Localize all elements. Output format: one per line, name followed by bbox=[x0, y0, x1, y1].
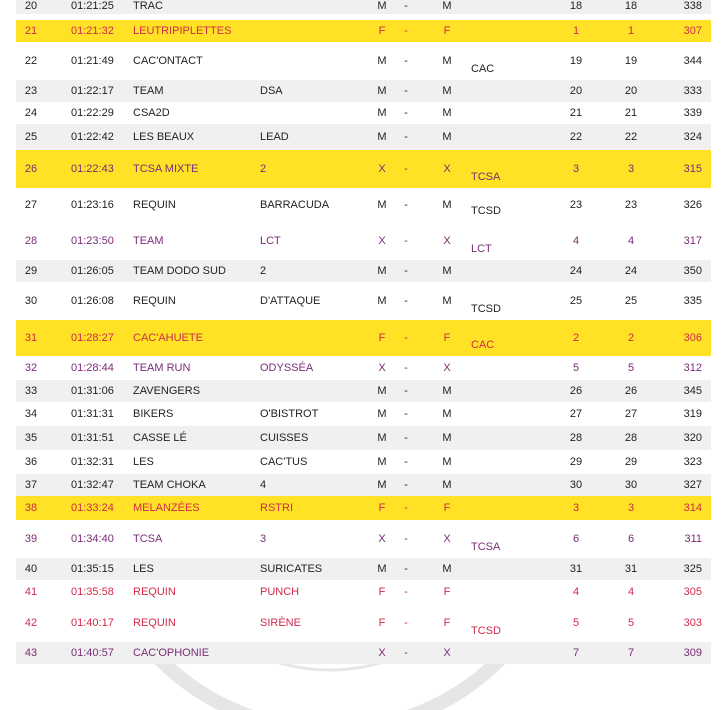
separator-cell: - bbox=[404, 432, 408, 444]
bib-number-cell: 314 bbox=[683, 502, 702, 514]
team-name-cell: ZAVENGERS bbox=[133, 385, 201, 397]
bib-number-cell: 325 bbox=[683, 563, 702, 575]
category-rank-2-cell: 23 bbox=[624, 199, 638, 211]
table-row bbox=[16, 282, 711, 320]
table-row bbox=[16, 380, 711, 402]
bib-number-cell: 326 bbox=[683, 199, 702, 211]
bib-number-cell: 344 bbox=[683, 55, 702, 67]
rank-cell: 36 bbox=[24, 456, 38, 468]
time-cell: 01:40:57 bbox=[71, 647, 114, 659]
bib-number-cell: 303 bbox=[683, 617, 702, 629]
separator-cell: - bbox=[404, 163, 408, 175]
time-cell: 01:22:29 bbox=[71, 107, 114, 119]
rank-cell: 22 bbox=[24, 55, 38, 67]
time-cell: 01:32:47 bbox=[71, 479, 114, 491]
separator-cell: - bbox=[404, 107, 408, 119]
category-rank-2-cell: 24 bbox=[624, 265, 638, 277]
runner1-sex-cell: F bbox=[378, 25, 386, 37]
table-row bbox=[16, 558, 711, 580]
bib-number-cell: 312 bbox=[683, 362, 702, 374]
runner1-sex-cell: M bbox=[377, 85, 387, 97]
runner1-sex-cell: M bbox=[377, 131, 387, 143]
runner2-sex-cell: X bbox=[443, 362, 451, 374]
runner2-sex-cell: M bbox=[442, 55, 452, 67]
category-rank-2-cell: 28 bbox=[624, 432, 638, 444]
team-name-suffix-cell: BARRACUDA bbox=[260, 199, 330, 211]
time-cell: 01:22:17 bbox=[71, 85, 114, 97]
table-row bbox=[16, 496, 711, 520]
team-name-suffix-cell: D'ATTAQUE bbox=[260, 295, 321, 307]
category-rank-cell: 6 bbox=[572, 533, 580, 545]
category-rank-2-cell: 25 bbox=[624, 295, 638, 307]
category-rank-2-cell: 20 bbox=[624, 85, 638, 97]
table-row bbox=[16, 150, 711, 188]
bib-number-cell: 323 bbox=[683, 456, 702, 468]
runner2-sex-cell: M bbox=[442, 408, 452, 420]
club-cell: TCSA bbox=[471, 541, 501, 553]
runner1-sex-cell: F bbox=[378, 332, 386, 344]
table-row bbox=[16, 356, 711, 380]
runner1-sex-cell: X bbox=[378, 533, 386, 545]
table-row bbox=[16, 0, 711, 14]
team-name-cell: CAC'AHUETE bbox=[133, 332, 203, 344]
team-name-cell: MELANZÉES bbox=[133, 502, 200, 514]
bib-number-cell: 307 bbox=[683, 25, 702, 37]
separator-cell: - bbox=[404, 586, 408, 598]
runner2-sex-cell: M bbox=[442, 131, 452, 143]
rank-cell: 30 bbox=[24, 295, 38, 307]
runner2-sex-cell: F bbox=[443, 502, 451, 514]
category-rank-cell: 22 bbox=[569, 131, 583, 143]
category-rank-cell: 31 bbox=[569, 563, 583, 575]
runner2-sex-cell: M bbox=[442, 295, 452, 307]
runner1-sex-cell: M bbox=[377, 385, 387, 397]
category-rank-2-cell: 21 bbox=[624, 107, 638, 119]
time-cell: 01:33:24 bbox=[71, 502, 114, 514]
runner1-sex-cell: M bbox=[377, 295, 387, 307]
time-cell: 01:40:17 bbox=[71, 617, 114, 629]
table-row bbox=[16, 474, 711, 496]
time-cell: 01:28:44 bbox=[71, 362, 114, 374]
category-rank-2-cell: 3 bbox=[627, 163, 635, 175]
runner1-sex-cell: X bbox=[378, 647, 386, 659]
rank-cell: 28 bbox=[24, 235, 38, 247]
separator-cell: - bbox=[404, 265, 408, 277]
rank-cell: 38 bbox=[24, 502, 38, 514]
bib-number-cell: 317 bbox=[683, 235, 702, 247]
runner2-sex-cell: F bbox=[443, 25, 451, 37]
team-name-cell: TEAM CHOKA bbox=[133, 479, 206, 491]
runner2-sex-cell: M bbox=[442, 199, 452, 211]
team-name-suffix-cell: PUNCH bbox=[260, 586, 300, 598]
time-cell: 01:34:40 bbox=[71, 533, 114, 545]
runner1-sex-cell: M bbox=[377, 265, 387, 277]
team-name-cell: CAC'OPHONIE bbox=[133, 647, 210, 659]
team-name-cell: TCSA bbox=[133, 533, 163, 545]
team-name-cell: REQUIN bbox=[133, 199, 176, 211]
category-rank-2-cell: 22 bbox=[624, 131, 638, 143]
runner2-sex-cell: M bbox=[442, 107, 452, 119]
time-cell: 01:23:50 bbox=[71, 235, 114, 247]
table-row bbox=[16, 426, 711, 450]
runner1-sex-cell: X bbox=[378, 163, 386, 175]
club-cell: TCSD bbox=[471, 303, 501, 315]
bib-number-cell: 306 bbox=[683, 332, 702, 344]
category-rank-2-cell: 29 bbox=[624, 456, 638, 468]
runner2-sex-cell: F bbox=[443, 332, 451, 344]
runner1-sex-cell: M bbox=[377, 55, 387, 67]
team-name-suffix-cell: 3 bbox=[260, 533, 267, 545]
rank-cell: 29 bbox=[24, 265, 38, 277]
runner2-sex-cell: M bbox=[442, 456, 452, 468]
runner1-sex-cell: M bbox=[377, 479, 387, 491]
team-name-suffix-cell: 4 bbox=[260, 479, 267, 491]
category-rank-cell: 18 bbox=[569, 0, 583, 12]
separator-cell: - bbox=[404, 647, 408, 659]
table-row bbox=[16, 402, 711, 426]
time-cell: 01:28:27 bbox=[71, 332, 114, 344]
runner1-sex-cell: M bbox=[377, 456, 387, 468]
runner2-sex-cell: M bbox=[442, 85, 452, 97]
bib-number-cell: 309 bbox=[683, 647, 702, 659]
rank-cell: 43 bbox=[24, 647, 38, 659]
bib-number-cell: 333 bbox=[683, 85, 702, 97]
rank-cell: 37 bbox=[24, 479, 38, 491]
time-cell: 01:21:32 bbox=[71, 25, 114, 37]
bib-number-cell: 311 bbox=[684, 533, 702, 545]
rank-cell: 39 bbox=[24, 533, 38, 545]
team-name-cell: LES bbox=[133, 563, 154, 575]
team-name-suffix-cell: SURICATES bbox=[260, 563, 323, 575]
category-rank-cell: 24 bbox=[569, 265, 583, 277]
team-name-suffix-cell: DSA bbox=[260, 85, 283, 97]
table-row bbox=[16, 520, 711, 558]
team-name-cell: LES bbox=[133, 456, 154, 468]
runner1-sex-cell: F bbox=[378, 586, 386, 598]
team-name-cell: REQUIN bbox=[133, 295, 176, 307]
category-rank-cell: 4 bbox=[572, 586, 580, 598]
runner1-sex-cell: X bbox=[378, 362, 386, 374]
category-rank-2-cell: 18 bbox=[624, 0, 638, 12]
table-row bbox=[16, 642, 711, 664]
runner2-sex-cell: M bbox=[442, 563, 452, 575]
runner2-sex-cell: X bbox=[443, 235, 451, 247]
team-name-cell: TEAM bbox=[133, 235, 164, 247]
time-cell: 01:35:58 bbox=[71, 586, 114, 598]
club-cell: LCT bbox=[471, 243, 492, 255]
bib-number-cell: 345 bbox=[683, 385, 702, 397]
category-rank-2-cell: 5 bbox=[627, 617, 635, 629]
team-name-cell: CASSE LÉ bbox=[133, 432, 187, 444]
separator-cell: - bbox=[404, 362, 408, 374]
team-name-suffix-cell: LEAD bbox=[260, 131, 289, 143]
table-row bbox=[16, 320, 711, 356]
category-rank-cell: 30 bbox=[569, 479, 583, 491]
rank-cell: 24 bbox=[24, 107, 38, 119]
separator-cell: - bbox=[404, 502, 408, 514]
runner1-sex-cell: X bbox=[378, 235, 386, 247]
category-rank-cell: 29 bbox=[569, 456, 583, 468]
club-cell: CAC bbox=[471, 63, 495, 75]
category-rank-2-cell: 4 bbox=[627, 235, 635, 247]
team-name-cell: TCSA MIXTE bbox=[133, 163, 199, 175]
bib-number-cell: 305 bbox=[683, 586, 702, 598]
separator-cell: - bbox=[404, 25, 408, 37]
time-cell: 01:35:15 bbox=[71, 563, 114, 575]
separator-cell: - bbox=[404, 385, 408, 397]
team-name-cell: TEAM DODO SUD bbox=[133, 265, 226, 277]
separator-cell: - bbox=[404, 479, 408, 491]
runner1-sex-cell: M bbox=[377, 563, 387, 575]
separator-cell: - bbox=[404, 563, 408, 575]
time-cell: 01:26:08 bbox=[71, 295, 114, 307]
separator-cell: - bbox=[404, 295, 408, 307]
runner1-sex-cell: M bbox=[377, 408, 387, 420]
table-row bbox=[16, 580, 711, 604]
category-rank-cell: 5 bbox=[572, 362, 580, 374]
separator-cell: - bbox=[404, 0, 408, 12]
table-row bbox=[16, 42, 711, 80]
club-cell: TCSA bbox=[471, 171, 501, 183]
time-cell: 01:22:42 bbox=[71, 131, 114, 143]
time-cell: 01:31:06 bbox=[71, 385, 114, 397]
team-name-suffix-cell: CAC'TUS bbox=[260, 456, 308, 468]
runner1-sex-cell: M bbox=[377, 0, 387, 12]
category-rank-cell: 26 bbox=[569, 385, 583, 397]
category-rank-2-cell: 31 bbox=[624, 563, 638, 575]
rank-cell: 20 bbox=[24, 0, 38, 12]
runner2-sex-cell: X bbox=[443, 163, 451, 175]
bib-number-cell: 335 bbox=[683, 295, 702, 307]
rank-cell: 26 bbox=[24, 163, 38, 175]
runner1-sex-cell: M bbox=[377, 107, 387, 119]
table-row bbox=[16, 450, 711, 474]
runner2-sex-cell: X bbox=[443, 647, 451, 659]
runner2-sex-cell: M bbox=[442, 432, 452, 444]
rank-cell: 40 bbox=[24, 563, 38, 575]
team-name-cell: CSA2D bbox=[133, 107, 170, 119]
runner2-sex-cell: M bbox=[442, 479, 452, 491]
rank-cell: 23 bbox=[24, 85, 38, 97]
table-row bbox=[16, 260, 711, 282]
rank-cell: 21 bbox=[24, 25, 38, 37]
category-rank-2-cell: 26 bbox=[624, 385, 638, 397]
bib-number-cell: 319 bbox=[683, 408, 702, 420]
category-rank-2-cell: 2 bbox=[627, 332, 635, 344]
category-rank-2-cell: 19 bbox=[624, 55, 638, 67]
team-name-cell: TEAM bbox=[133, 85, 164, 97]
runner1-sex-cell: M bbox=[377, 199, 387, 211]
table-row bbox=[16, 188, 711, 222]
category-rank-cell: 3 bbox=[572, 163, 580, 175]
team-name-cell: TEAM RUN bbox=[133, 362, 191, 374]
separator-cell: - bbox=[404, 199, 408, 211]
separator-cell: - bbox=[404, 456, 408, 468]
time-cell: 01:31:51 bbox=[71, 432, 114, 444]
club-cell: TCSD bbox=[471, 625, 501, 637]
team-name-cell: REQUIN bbox=[133, 617, 176, 629]
time-cell: 01:23:16 bbox=[71, 199, 114, 211]
bib-number-cell: 339 bbox=[683, 107, 702, 119]
rank-cell: 42 bbox=[24, 617, 38, 629]
team-name-cell: CAC'ONTACT bbox=[133, 55, 203, 67]
time-cell: 01:21:25 bbox=[71, 0, 114, 12]
team-name-cell: TRAC bbox=[133, 0, 163, 12]
runner1-sex-cell: M bbox=[377, 432, 387, 444]
rank-cell: 32 bbox=[24, 362, 38, 374]
runner2-sex-cell: F bbox=[443, 586, 451, 598]
separator-cell: - bbox=[404, 131, 408, 143]
rank-cell: 31 bbox=[24, 332, 38, 344]
category-rank-cell: 5 bbox=[572, 617, 580, 629]
team-name-suffix-cell: RSTRI bbox=[260, 502, 293, 514]
category-rank-2-cell: 7 bbox=[627, 647, 635, 659]
category-rank-cell: 7 bbox=[572, 647, 580, 659]
runner2-sex-cell: F bbox=[443, 617, 451, 629]
separator-cell: - bbox=[404, 235, 408, 247]
table-row bbox=[16, 604, 711, 642]
category-rank-2-cell: 3 bbox=[627, 502, 635, 514]
separator-cell: - bbox=[404, 85, 408, 97]
time-cell: 01:21:49 bbox=[71, 55, 114, 67]
time-cell: 01:31:31 bbox=[71, 408, 114, 420]
table-row bbox=[16, 20, 711, 42]
team-name-suffix-cell: O'BISTROT bbox=[260, 408, 319, 420]
runner2-sex-cell: M bbox=[442, 385, 452, 397]
category-rank-cell: 25 bbox=[569, 295, 583, 307]
team-name-cell: LEUTRIPIPLETTES bbox=[133, 25, 232, 37]
rank-cell: 27 bbox=[24, 199, 38, 211]
team-name-cell: BIKERS bbox=[133, 408, 174, 420]
category-rank-cell: 1 bbox=[572, 25, 580, 37]
category-rank-cell: 23 bbox=[569, 199, 583, 211]
category-rank-2-cell: 27 bbox=[624, 408, 638, 420]
bib-number-cell: 327 bbox=[683, 479, 702, 491]
table-row bbox=[16, 124, 711, 150]
team-name-suffix-cell: ODYSSÉA bbox=[260, 362, 314, 374]
rank-cell: 41 bbox=[24, 586, 38, 598]
runner1-sex-cell: F bbox=[378, 502, 386, 514]
separator-cell: - bbox=[404, 55, 408, 67]
category-rank-cell: 4 bbox=[572, 235, 580, 247]
category-rank-cell: 20 bbox=[569, 85, 583, 97]
category-rank-cell: 19 bbox=[569, 55, 583, 67]
team-name-suffix-cell: SIRÈNE bbox=[260, 617, 301, 629]
category-rank-cell: 27 bbox=[569, 408, 583, 420]
category-rank-2-cell: 4 bbox=[627, 586, 635, 598]
category-rank-2-cell: 6 bbox=[627, 533, 635, 545]
rank-cell: 34 bbox=[24, 408, 38, 420]
rank-cell: 25 bbox=[24, 131, 38, 143]
team-name-cell: LES BEAUX bbox=[133, 131, 195, 143]
team-name-suffix-cell: 2 bbox=[260, 163, 267, 175]
category-rank-cell: 2 bbox=[572, 332, 580, 344]
team-name-cell: REQUIN bbox=[133, 586, 176, 598]
category-rank-cell: 28 bbox=[569, 432, 583, 444]
time-cell: 01:26:05 bbox=[71, 265, 114, 277]
team-name-suffix-cell: CUISSES bbox=[260, 432, 309, 444]
category-rank-2-cell: 5 bbox=[627, 362, 635, 374]
bib-number-cell: 315 bbox=[683, 163, 702, 175]
bib-number-cell: 350 bbox=[683, 265, 702, 277]
team-name-suffix-cell: LCT bbox=[260, 235, 281, 247]
table-row bbox=[16, 222, 711, 260]
bib-number-cell: 324 bbox=[683, 131, 702, 143]
category-rank-cell: 3 bbox=[572, 502, 580, 514]
bib-number-cell: 338 bbox=[683, 0, 702, 12]
time-cell: 01:22:43 bbox=[71, 163, 114, 175]
club-cell: CAC bbox=[471, 339, 495, 351]
time-cell: 01:32:31 bbox=[71, 456, 114, 468]
team-name-suffix-cell: 2 bbox=[260, 265, 267, 277]
separator-cell: - bbox=[404, 617, 408, 629]
runner2-sex-cell: X bbox=[443, 533, 451, 545]
separator-cell: - bbox=[404, 332, 408, 344]
category-rank-2-cell: 30 bbox=[624, 479, 638, 491]
rank-cell: 33 bbox=[24, 385, 38, 397]
bib-number-cell: 320 bbox=[683, 432, 702, 444]
club-cell: TCSD bbox=[471, 205, 501, 217]
runner2-sex-cell: M bbox=[442, 0, 452, 12]
rank-cell: 35 bbox=[24, 432, 38, 444]
separator-cell: - bbox=[404, 408, 408, 420]
table-row bbox=[16, 102, 711, 124]
runner2-sex-cell: M bbox=[442, 265, 452, 277]
category-rank-cell: 21 bbox=[569, 107, 583, 119]
runner1-sex-cell: F bbox=[378, 617, 386, 629]
category-rank-2-cell: 1 bbox=[627, 25, 635, 37]
table-row bbox=[16, 80, 711, 102]
separator-cell: - bbox=[404, 533, 408, 545]
